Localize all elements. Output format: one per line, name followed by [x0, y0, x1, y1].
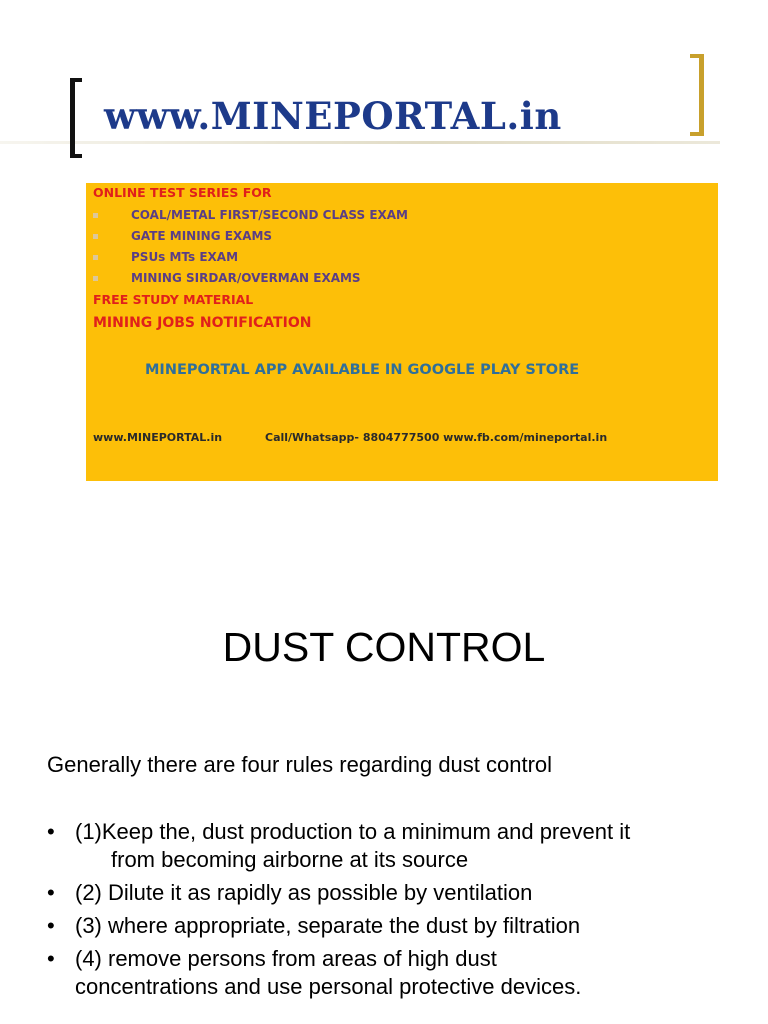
- bullet-icon: [93, 213, 98, 218]
- rule-item: [47, 879, 747, 907]
- exam-label: MINING SIRDAR/OVERMAN EXAMS: [131, 271, 361, 285]
- bullet-icon: •: [47, 913, 55, 938]
- right-bracket-ornament: [690, 54, 704, 136]
- rule-line: (3) where appropriate, separate the dust by filtration: [75, 913, 581, 938]
- app-availability-notice: MINEPORTAL APP AVAILABLE IN GOOGLE PLAY STORE: [145, 362, 580, 378]
- page-title: DUST CONTROL: [222, 624, 546, 670]
- exam-label: GATE MINING EXAMS: [131, 229, 273, 243]
- rule-item: [47, 945, 747, 1001]
- rule-line: (2) Dilute it as rapidly as possible by ventilation: [75, 880, 533, 905]
- rules-list: [47, 818, 747, 1006]
- rule-line: (4) remove persons from areas of high dust: [75, 946, 497, 971]
- site-header: [0, 50, 768, 165]
- banner-footer: [93, 431, 607, 444]
- footer-site-link: www.MINEPORTAL.in: [93, 431, 223, 444]
- bullet-icon: •: [47, 819, 55, 844]
- header-divider: [0, 141, 720, 144]
- rule-item: [47, 818, 747, 874]
- rule-line-continued: concentrations and use personal protective devices.: [75, 974, 582, 999]
- bullet-icon: •: [47, 946, 55, 971]
- site-logo: www.MINEPORTAL.in: [104, 94, 562, 138]
- banner-heading: ONLINE TEST SERIES FOR: [93, 185, 272, 200]
- exam-label: PSUs MTs EXAM: [131, 250, 239, 264]
- footer-contact: Call/Whatsapp- 8804777500 www.fb.com/mineportal.in: [265, 431, 608, 444]
- rule-item: [47, 912, 747, 940]
- bullet-icon: [93, 255, 98, 260]
- bullet-icon: [93, 234, 98, 239]
- left-bracket-ornament: [70, 78, 82, 158]
- rule-line: (1)Keep the, dust production to a minimum and prevent it: [75, 819, 631, 844]
- bullet-icon: •: [47, 880, 55, 905]
- jobs-notification-label: MINING JOBS NOTIFICATION: [93, 315, 312, 331]
- promo-banner: [86, 183, 718, 481]
- free-material-label: FREE STUDY MATERIAL: [93, 292, 254, 307]
- intro-text: Generally there are four rules regarding dust control: [47, 752, 553, 777]
- rule-line-continued: from becoming airborne at its source: [111, 847, 469, 872]
- bullet-icon: [93, 276, 98, 281]
- exam-label: COAL/METAL FIRST/SECOND CLASS EXAM: [131, 208, 408, 222]
